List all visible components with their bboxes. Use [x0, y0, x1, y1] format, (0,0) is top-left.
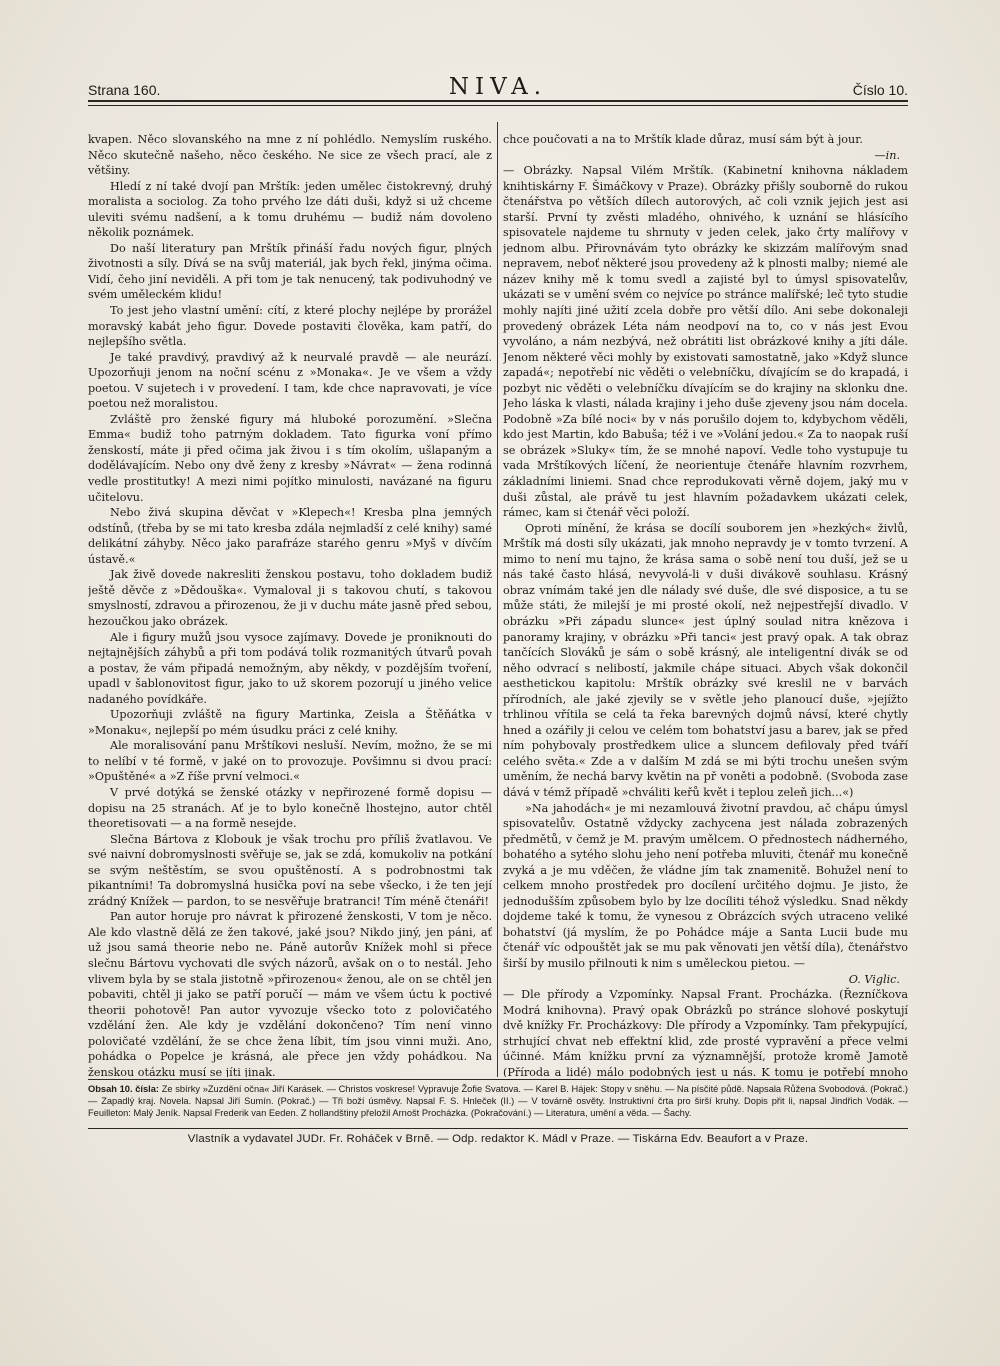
paragraph: Upozorňuji zvláště na figury Martinka, Zeisla a Štěňátka v »Monaku«, nejlepší po mém úsudku práci z celé knihy. — [88, 708, 492, 737]
paragraph: Nebo živá skupina děvčat v »Klepech«! Kresba plna jemných odstínů, (třeba by se mi tato kresba zdála nejmladší z celé knihy) samé delikátní záhyby. Něco jako parafráze starého genru »Myš v dívčím ústavě.« — [88, 506, 492, 566]
issue-contents — [88, 1083, 908, 1120]
column-divider — [497, 122, 498, 1077]
paragraph: Ale moralisování panu Mrštíkovi nesluší. Nevím, možno, že se mi to nelíbí v té formě, v jaké on to provozuje. Povšimnu si dvou prací: »Opuštěné« a »Z říše první velmoci.« — [88, 739, 492, 784]
imprint-rule — [88, 1128, 908, 1129]
contents-label: Obsah 10. čísla: — [88, 1084, 159, 1094]
header-rule — [88, 100, 908, 102]
paragraph: Je také pravdivý, pravdivý až k neurvalé pravdě — ale neurází. Upozorňuji jenom na noční scénu z »Monaka«. Je ve všem a vždy poetou. V sujetech i v provedení. I tam, kde chce napravovati, je více poetou než moralistou. — [88, 350, 492, 411]
paragraph: »Na jahodách« je mi nezamlouvá životní pravdou, ač chápu úmysl spisovatelův. Ostatně vždycky zachycena jest nálada zobrazených předmětů, v čemž je M. pravým umělcem. O přednostech nádherného, bohatého a sytého slohu jeho není potřeba mluviti, čtenář mu konečně zvyká a je mu vděčen, že vládne jím tak znamenitě. Bohužel není to celkem mnoho prostředek pro docílení určitého dojmu. Je jisto, že jednodušším způsobem bylo by lze docíliti téhož výsledku. Snad někdy dojdeme také k tomu, že vynesou z Obrázcích svých utraceno veliké bohatství (já myslím, že po Pohádce máje a Santa Lucii bude mu čtenář víc odpouštět jak se mu pak věnovati jen větší díla), čtenářstvo širší by musilo přilnouti k nim s uměleckou pietou. — — [503, 801, 908, 970]
paragraph: — Dle přírody a Vzpomínky. Napsal Frant. Procházka. (Řezníčkova Modrá knihovna). Pravý opak Obrázků po stránce slohové poskytují dvě knížky Fr. Procházkovy: Dle přírody a Vzpomínky. Tam překypující, strhující chvat neb effektní klid, zde prosté vypravění a přece velmi účinné. Mám knížku první za významnější, protože kromě Jamotě (Příroda a lidé) málo podobných jest u nás. K tomu je potřebí mnoho — [503, 988, 908, 1077]
footer-rule — [88, 1079, 908, 1080]
paragraph: Zvláště pro ženské figury má hluboké porozumění. »Slečna Emma« budiž toho patrným dokladem. Tato figurka voní přímo ženskostí, máte ji před očima jak živou i s tím okolím, ušlapaným a dodělávajícím. Nebo ony dvě ženy z kresby »Návrat« — žena rodinná vedle prostitutky! A mezi nimi pojítko minulosti, navázané na figuru učitelovu. — [88, 412, 492, 504]
contents-text: Ze sbírky »Zuzdění očna« Jiří Karásek. — Christos voskrese! Vypravuje Žofie Svatova. — Karel B. Hájek: Stopy v sněhu. — Na písčité půdě. Napsala Růžena Svobodová. (Pokrač.) — Zapadlý kraj. Novela. Napsal Jiří Sumín. (Pokrač.) — Tři boží úsměvy. Napsal F. S. Hnleček (II.) — V továrně osvěty. Instruktivní črta pro širší kruhy. Dopis přit li, napsal Jindřich Vodák. — Feuilleton: Malý Jeník. Napsal Frederik van Eeden. Z hollandštiny přeložil Arnošt Procházka. (Pokračování.) — Literatura, umění a věda. — Šachy. — [88, 1084, 908, 1119]
page-header — [88, 62, 908, 102]
paragraph: To jest jeho vlastní umění: cítí, z které plochy nejlépe by prorážel moravský kabát jeho figur. Dovede postaviti člověka, kam patří, do nejlepšího světla. — [88, 304, 492, 349]
paragraph: Do naší literatury pan Mrštík přináší řadu nových figur, plných životnosti a síly. Dívá se na svůj materiál, jak bych řekl, jinýma očima. Vidí, čeho jiní neviděli. A při tom je tak nenucený, tak podivuhodný ve svém uměleckém klidu! — [88, 241, 492, 302]
paragraph: V prvé dotýká se ženské otázky v nepřirozené formě dopisu — dopisu na 25 stranách. Ať je to bylo konečně lhostejno, autor chtěl theoretisovati — a na formě nesejde. — [88, 785, 492, 831]
paragraph: kvapen. Něco slovanského na mne z ní pohlédlo. Nemyslím ruského. Něco skutečně našeho, něco českého. Ne sice ze všech prací, ale z většiny. — [88, 133, 492, 178]
left-column — [88, 132, 492, 1077]
header-rule-thin — [88, 105, 908, 106]
paragraph: Jak živě dovede nakresliti ženskou postavu, toho dokladem budiž ještě děvče z »Dědouška«. Vymaloval ji s takovou chutí, s takovou smyslností, zdravou a přirozenou, že ji v duchu máte jasně před sebou, hezoučkou jako obrázek. — [88, 568, 492, 628]
paragraph: Pan autor horuje pro návrat k přirozené ženskosti, V tom je něco. Ale kdo vlastně dělá ze žen takové, jaké jsou? Nikdo jiný, jen páni, ať už jsou samá theorie nebo ne. Páně autorův Knížek mohl si přece slečnu Bártovu vychovati dle svých názorů, avšak on o to nestál. Jeho vlivem byla by se stala jistotně »přirozenou« ženou, ale on se chtěl jen pobaviti, chtěl ji jako se patří poručí — mám ve všem úctu k poctivé theorii pohotově! Pan autor vyvozuje všecko toto z polovičatého vzdělání žen. Ale kdy je vzdělání dokončeno? Tím není vinno polovičaté vzdělání, že se chce žena líbit, tím jsou vinni muži. Ano, pohádka o Popelce je krásná, ale přece jen vždy pohádkou. Na ženskou otázku musí se jíti jinak. — [88, 910, 492, 1077]
journal-title: NIVA. — [448, 74, 548, 100]
paragraph: Slečna Bártova z Klobouk je však trochu pro příliš žvatlavou. Ve své naivní dobromyslnosti svěřuje se, jak se zdá, komukoliv na potkání se svým neštěstím, se svou opuštěností. A s podrobnostmi tak pikantními! Ta dobromyslná husička poví na sebe všecko, i že ten její zrádný Knížek — pardon, to se nesvěřuje bratranci! Tím méně čtenáři! — [88, 832, 492, 908]
issue-number: Číslo 10. — [852, 82, 908, 98]
paragraph: — Obrázky. Napsal Vilém Mrštík. (Kabinetní knihovna nákladem knihtiskárny F. Šimáčkovy v Praze). Obrázky přišly souborně do rukou čtenářstva po větších dílech autorových, ač coli vznik jejich jest asi starší. První ty zvěsti mladého, ohnivého, k uznání se hlásícího spisovatele najdeme tu shrnuty v jeden celek, jako črty malířovy v jednom albu. Přirovnávám tyto obrázky ke skizzám malířovým snad nepravem, neboť některé jsou provedeny až k plnosti malby; niemé ale název knihy mě k tomu svedl a zajisté byl to úmysl spisovatelův, ukázati se v umění svém co nejvíce po stránce malířské; leč tyto studie mohly najíti jiné užití zcela dobře pro větší dílo. Ani sebe dokonaleji provedený obrázek Léta nám neodpoví na to, co v nás jest Evou vyvoláno, a nám nezbývá, než obrátiti list obrázkové knihy a jíti dále. Jenom některé věci mohly by existovati samostatně, jako »Když slunce zapadá«; nepotřebí nic věděti o velebníčku, dívajícím se do krapadá, i pozbyt nic věděti o velebníčku dívajícím se do krajiny na sklonku dne. Jeho láska k vlasti, nálada krajiny i jeho duše zjeveny jsou nám docela. Podobně »Za bílé noci« by v nás porušilo dojem to, kdybychom věděli, kdo jest Martin, kdo Babuša; též i ve »Volání jedou.« Za to naopak ruší se obrázek »Sluky« tím, že se mnohé napoví. Vedle toho vystupuje tu vada Mrštíkových líčení, že neorientuje čtenáře hlavním rozvrhem, základními liniemi. Snad chce reprodukovati věrně dojem, jaký mu v duši zůstal, ale právě tu jest hlavním požadavkem ukázati celek, rámec, kam si čtenář věci položí. — [503, 164, 908, 520]
paragraph: Ale i figury mužů jsou vysoce zajímavy. Dovede je proniknouti do nejtajnějších záhybů a při tom podává tolik rozmanitých útvarů povah a postav, že vám připadá nemožným, aby někdy, v pozdějším tvoření, upadl v šablonovitost figur, jako to už skorem pozorují u jiného velice nadaného povídkáře. — [88, 630, 492, 706]
paragraph: chce poučovati a na to Mrštík klade důraz, musí sám být à jour. — [503, 133, 863, 146]
signature: —in. — [874, 148, 900, 162]
paragraph: Oproti mínění, že krása se docílí souborem jen »hezkých« živlů, Mrštík má dosti síly ukázati, jak mnoho nepravdy je v tomto tvrzení. A mimo to není mu tajno, že krása sama o sobě není tou duší, jež se u nás také často hlásá, nevyvolá-li v duši divákově souhlasu. Krásný obraz vnímám také jen dle nálady své duše, dle své disposice, a tu se může státi, že milejší je mi prosté okolí, než nejpestřejší divadlo. V obrázku »Při západu slunce« jest úplný soulad nitra knězova i panoramy krajiny, v obrázku »Při tanci« jest pravý opak. A tak obraz tančících Slováků je sám o sobě krásný, ale inteligentní divák se od něho odvrací s nelibostí, jakmile chápe situaci. Abych však dokončil aesthetickou kapitolu: Mrštík obrázky své kreslil ne v barvách přírodních, ale jaké zjevily se v světle jeho planoucí duše, »jejížto trhlinou vřítila se celá ta řeka barevných dojmů návsí, které chytly hned a ozářily ji celou ve celém tom bohatství jasu a barev, jak se před ním pohybovaly prostředkem ulice a sluncem defilovaly před tváří celého světa.« Zde a v dalším M zdá se mi býti trochu unešen svým uměním, že nechá barvy květin na př voněti a podobně. (Svoboda zase dává v témž případě »chváliti keřů květ i teplou zeleň jich...«) — [503, 521, 908, 799]
right-column — [503, 132, 908, 1077]
page-number: Strana 160. — [88, 82, 161, 98]
signature: O. Viglic. — [848, 972, 900, 986]
imprint: Vlastník a vydavatel JUDr. Fr. Roháček v Brně. — Odp. redaktor K. Mádl v Praze. — Tiskárna Edv. Beaufort a v Praze. — [187, 1133, 809, 1145]
paragraph: Hledí z ní také dvojí pan Mrštík: jeden umělec čistokrevný, druhý moralista a sociolog. Za toho prvého lze dáti duši, když si už chceme uleviti svému nadšení, a k tomu druhému — budiž nám dovoleno několik poznámek. — [88, 179, 492, 240]
